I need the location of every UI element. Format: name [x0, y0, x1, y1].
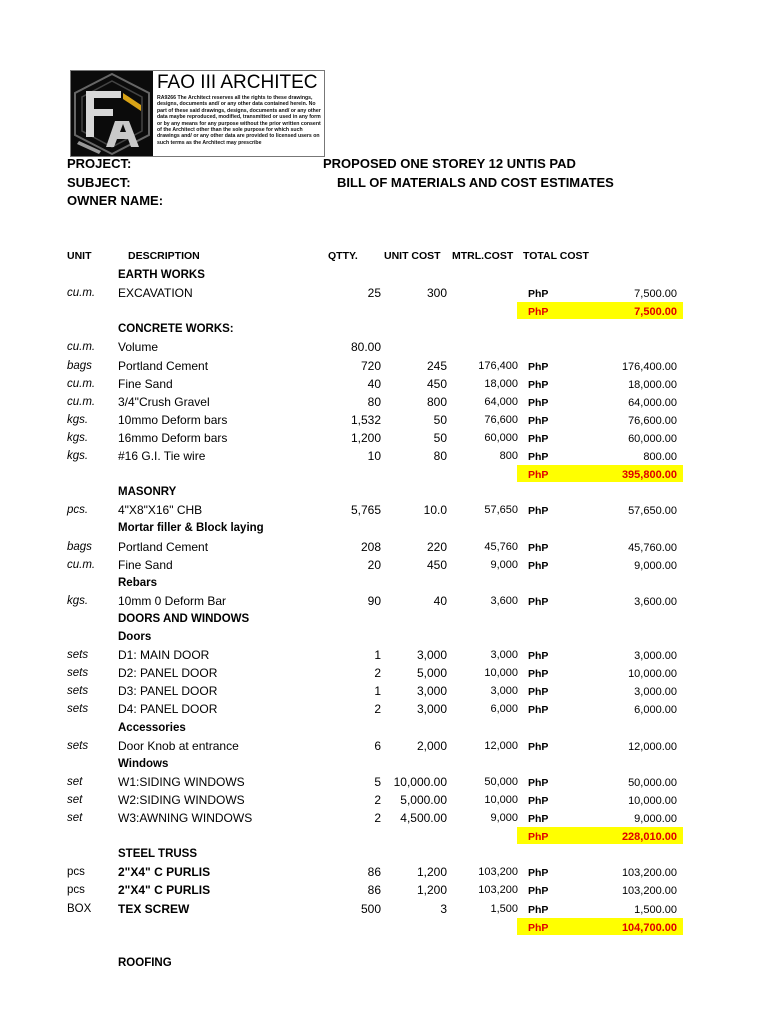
- unit-cost-cell: 10,000.00: [393, 774, 447, 789]
- subject-value: BILL OF MATERIALS AND COST ESTIMATES: [337, 175, 614, 190]
- description-cell: EXCAVATION: [118, 286, 193, 301]
- unit-cell: cu.m.: [67, 558, 96, 571]
- unit-cell: kgs.: [67, 413, 89, 426]
- subtotal-row: [0, 302, 768, 320]
- table-row: [0, 791, 768, 809]
- material-cost-cell: 9,000: [490, 812, 518, 824]
- unit-cell: cu.m.: [67, 341, 96, 354]
- qty-cell: 10: [367, 449, 381, 463]
- material-cost-cell: 45,760: [484, 540, 518, 553]
- description-cell: Portland Cement: [118, 358, 209, 373]
- currency-cell: PhP: [528, 776, 549, 789]
- qty-cell: 2: [374, 666, 381, 681]
- project-value: PROPOSED ONE STOREY 12 UNTIS PAD: [323, 156, 576, 171]
- qty-cell: 40: [367, 376, 381, 391]
- material-cost-cell: 18,000: [484, 377, 518, 390]
- total-cost-cell: 10,000.00: [628, 794, 677, 807]
- currency-cell: PhP: [528, 595, 549, 608]
- unit-cost-cell: 40: [433, 593, 447, 608]
- material-cost-cell: 60,000: [484, 431, 518, 444]
- unit-cost-cell: 10.0: [423, 503, 447, 518]
- total-cost-cell: 9,000.00: [634, 813, 677, 825]
- unit-cost-cell: 80: [433, 449, 447, 463]
- section-row: [0, 574, 768, 592]
- total-cost-cell: 18,000.00: [628, 378, 677, 391]
- subtotal-row: [0, 918, 768, 936]
- unit-cost-cell: 5,000.00: [400, 792, 447, 807]
- description-cell: 2"X4" C PURLIS: [118, 883, 211, 898]
- qty-cell: 25: [367, 286, 381, 301]
- total-cost-cell: 64,000.00: [628, 396, 677, 409]
- col-header-qty: QTTY.: [328, 250, 358, 262]
- unit-cost-cell: 220: [426, 539, 447, 554]
- currency-cell: PhP: [528, 505, 549, 518]
- currency-cell: PhP: [528, 794, 549, 807]
- material-cost-cell: 10,000: [484, 667, 518, 680]
- description-cell: 16mmo Deform bars: [118, 430, 228, 445]
- description-cell: 10mm 0 Deform Bar: [118, 593, 227, 608]
- subtotal-row: [0, 465, 768, 483]
- unit-cost-cell: 450: [426, 376, 447, 391]
- currency-cell: PhP: [528, 396, 549, 409]
- section-row: [0, 719, 768, 737]
- currency-cell: PhP: [528, 650, 549, 663]
- unit-cell: cu.m.: [67, 395, 96, 408]
- currency-cell: PhP: [528, 740, 549, 753]
- table-row: [0, 646, 768, 664]
- material-cost-cell: 6,000: [490, 703, 518, 716]
- material-cost-cell: 176,400: [478, 359, 518, 372]
- material-cost-cell: 103,200: [478, 866, 518, 879]
- table-row: [0, 664, 768, 682]
- unit-cell: set: [67, 793, 83, 806]
- currency-cell: PhP: [528, 559, 549, 572]
- material-cost-cell: 3,600: [490, 594, 518, 607]
- table-row: [0, 809, 768, 827]
- section-title: Rebars: [118, 576, 157, 589]
- table-row: [0, 393, 768, 411]
- qty-cell: 20: [367, 557, 381, 572]
- subtotal-amount: 395,800.00: [621, 469, 677, 482]
- section-row: [0, 628, 768, 646]
- total-cost-cell: 7,500.00: [634, 288, 677, 301]
- qty-cell: 208: [360, 539, 381, 554]
- qty-cell: 1: [374, 684, 381, 699]
- owner-name-label: OWNER NAME:: [67, 193, 164, 208]
- unit-cost-cell: 3,000: [416, 684, 447, 699]
- table-row: [0, 501, 768, 519]
- unit-cell: BOX: [67, 902, 92, 915]
- currency-cell: PhP: [528, 378, 549, 391]
- currency-cell: PhP: [528, 451, 549, 463]
- qty-cell: 1,532: [350, 412, 381, 427]
- project-label: PROJECT:: [67, 156, 132, 171]
- section-row: [0, 610, 768, 628]
- currency-cell: PhP: [528, 867, 549, 880]
- unit-cell: sets: [67, 649, 89, 662]
- section-row: [0, 519, 768, 537]
- col-header-unit-cost: UNIT COST: [384, 250, 441, 262]
- section-title: DOORS AND WINDOWS: [118, 612, 250, 625]
- currency-cell: PhP: [528, 903, 549, 916]
- qty-cell: 90: [367, 593, 381, 608]
- table-row: [0, 863, 768, 881]
- material-cost-cell: 76,600: [484, 413, 518, 426]
- section-title: MASONRY: [118, 486, 177, 499]
- currency-cell: PhP: [528, 360, 549, 373]
- section-title: Doors: [118, 631, 152, 643]
- total-cost-cell: 6,000.00: [634, 704, 677, 717]
- currency-cell: PhP: [528, 668, 549, 681]
- table-row: [0, 900, 768, 918]
- section-title: CONCRETE WORKS:: [118, 323, 234, 336]
- section-title: Mortar filler & Block laying: [118, 522, 264, 535]
- total-cost-cell: 3,000.00: [634, 686, 677, 699]
- unit-cost-cell: 3,000: [416, 702, 447, 717]
- description-cell: Fine Sand: [118, 376, 173, 391]
- subtotal-highlight: [517, 918, 683, 935]
- subtotal-row: [0, 827, 768, 845]
- unit-cost-cell: 50: [433, 430, 447, 445]
- currency-cell: PhP: [528, 541, 549, 554]
- fao-monogram-icon: [71, 71, 153, 156]
- section-title: Accessories: [118, 721, 186, 734]
- qty-cell: 5,765: [350, 503, 381, 518]
- subtotal-amount: 228,010.00: [621, 831, 677, 844]
- unit-cell: kgs.: [67, 450, 89, 462]
- currency-cell: PhP: [528, 414, 549, 427]
- description-cell: 10mmo Deform bars: [118, 412, 228, 427]
- unit-cell: kgs.: [67, 431, 89, 444]
- description-cell: Portland Cement: [118, 539, 209, 554]
- unit-cell: pcs.: [67, 504, 89, 517]
- qty-cell: 1: [374, 648, 381, 663]
- unit-cell: pcs: [67, 884, 85, 897]
- unit-cell: sets: [67, 685, 89, 698]
- qty-cell: 720: [360, 358, 381, 373]
- currency-cell: PhP: [528, 686, 549, 699]
- unit-cost-cell: 245: [426, 358, 447, 373]
- description-cell: D4: PANEL DOOR: [118, 702, 218, 717]
- total-cost-cell: 10,000.00: [628, 668, 677, 681]
- unit-cell: sets: [67, 703, 89, 716]
- table-row: [0, 592, 768, 610]
- qty-cell: 80.00: [350, 340, 381, 355]
- currency-cell: PhP: [528, 432, 549, 445]
- unit-cell: cu.m.: [67, 287, 96, 300]
- col-header-description: DESCRIPTION: [128, 250, 200, 262]
- unit-cell: bags: [67, 359, 92, 372]
- total-cost-cell: 3,000.00: [634, 650, 677, 663]
- table-row: [0, 338, 768, 356]
- section-title: ROOFING: [118, 956, 172, 969]
- total-cost-cell: 76,600.00: [628, 414, 677, 427]
- total-cost-cell: 57,650.00: [628, 505, 677, 518]
- subject-label: SUBJECT:: [67, 175, 131, 190]
- total-cost-cell: 3,600.00: [634, 595, 677, 608]
- qty-cell: 2: [374, 792, 381, 807]
- total-cost-cell: 1,500.00: [634, 903, 677, 916]
- col-header-mtrl-cost: MTRL.COST: [452, 250, 514, 262]
- table-row: [0, 700, 768, 718]
- material-cost-cell: 50,000: [484, 775, 518, 788]
- material-cost-cell: 103,200: [478, 884, 518, 897]
- total-cost-cell: 9,000.00: [634, 559, 677, 572]
- material-cost-cell: 3,000: [490, 649, 518, 662]
- currency-cell: PhP: [528, 885, 549, 898]
- unit-cost-cell: 3,000: [416, 648, 447, 663]
- description-cell: 2"X4" C PURLIS: [118, 865, 211, 880]
- col-header-total-cost: TOTAL COST: [523, 250, 589, 262]
- material-cost-cell: 12,000: [484, 739, 518, 752]
- total-cost-cell: 60,000.00: [628, 432, 677, 445]
- table-row: [0, 538, 768, 556]
- qty-cell: 500: [360, 901, 381, 916]
- table-row: [0, 429, 768, 447]
- description-cell: W3:AWNING WINDOWS: [118, 811, 253, 825]
- logo-title: FAO III ARCHITEC: [157, 72, 318, 93]
- total-cost-cell: 103,200.00: [621, 885, 677, 898]
- description-cell: Door Knob at entrance: [118, 738, 239, 753]
- section-row: [0, 266, 768, 284]
- unit-cost-cell: 1,200: [416, 865, 447, 880]
- table-row: [0, 682, 768, 700]
- subtotal-highlight: [517, 465, 683, 482]
- subtotal-amount: 7,500.00: [634, 306, 677, 319]
- description-cell: D3: PANEL DOOR: [118, 684, 218, 699]
- unit-cost-cell: 300: [426, 286, 447, 301]
- section-row: [0, 483, 768, 501]
- unit-cost-cell: 2,000: [416, 738, 447, 753]
- unit-cell: bags: [67, 540, 92, 553]
- unit-cost-cell: 3: [440, 901, 447, 916]
- spacer-row: [0, 936, 768, 954]
- table-row: [0, 773, 768, 791]
- section-title: Windows: [118, 757, 169, 770]
- description-cell: Volume: [118, 340, 159, 355]
- currency-cell: PhP: [528, 704, 549, 717]
- unit-cost-cell: 5,000: [416, 666, 447, 681]
- section-row: [0, 954, 768, 972]
- table-row: [0, 447, 768, 465]
- qty-cell: 1,200: [350, 430, 381, 445]
- qty-cell: 5: [374, 774, 381, 789]
- unit-cost-cell: 800: [426, 394, 447, 409]
- unit-cost-cell: 4,500.00: [400, 811, 447, 825]
- unit-cost-cell: 450: [426, 557, 447, 572]
- unit-cell: sets: [67, 667, 89, 680]
- section-title: EARTH WORKS: [118, 269, 205, 281]
- description-cell: 3/4"Crush Gravel: [118, 394, 210, 409]
- col-header-unit: UNIT: [67, 250, 92, 262]
- unit-cell: set: [67, 775, 83, 788]
- material-cost-cell: 9,000: [490, 558, 518, 571]
- total-cost-cell: 50,000.00: [628, 776, 677, 789]
- currency-cell: PhP: [528, 813, 549, 825]
- unit-cell: kgs.: [67, 594, 89, 607]
- total-cost-cell: 800.00: [643, 451, 677, 463]
- subtotal-currency: PhP: [528, 831, 549, 844]
- description-cell: W2:SIDING WINDOWS: [118, 792, 245, 807]
- section-title: STEEL TRUSS: [118, 848, 198, 861]
- unit-cost-cell: 1,200: [416, 883, 447, 898]
- total-cost-cell: 176,400.00: [621, 360, 677, 373]
- qty-cell: 6: [374, 738, 381, 753]
- table-row: [0, 375, 768, 393]
- copyright-notice: RA9266 The Architect reserves all the rights to these drawings, designs, documents and/ or any other data contained herein. No part of these said drawings, designs, documents and/ or any other data maybe reproduced, modified, transmitted or used in any form or by any means for any purpose without the prior written consent of the Architect other than the sole purpose for which such drawings and/ or any other data are provided to licensed users on such terms as the Architect may prescribe: [157, 95, 321, 146]
- qty-cell: 86: [367, 883, 381, 898]
- total-cost-cell: 103,200.00: [621, 867, 677, 880]
- section-row: [0, 755, 768, 773]
- section-row: [0, 845, 768, 863]
- total-cost-cell: 45,760.00: [628, 541, 677, 554]
- table-row: [0, 737, 768, 755]
- material-cost-cell: 10,000: [484, 793, 518, 806]
- qty-cell: 86: [367, 865, 381, 880]
- section-row: [0, 320, 768, 338]
- qty-cell: 2: [374, 811, 381, 825]
- table-row: [0, 881, 768, 899]
- subtotal-currency: PhP: [528, 921, 549, 934]
- description-cell: W1:SIDING WINDOWS: [118, 774, 245, 789]
- unit-cost-cell: 50: [433, 412, 447, 427]
- description-cell: D2: PANEL DOOR: [118, 666, 218, 681]
- qty-cell: 2: [374, 702, 381, 717]
- description-cell: 4"X8"X16" CHB: [118, 503, 203, 518]
- table-row: [0, 357, 768, 375]
- subtotal-highlight: [517, 302, 683, 319]
- material-cost-cell: 3,000: [490, 685, 518, 698]
- unit-cell: set: [67, 812, 83, 824]
- qty-cell: 80: [367, 394, 381, 409]
- table-row: [0, 556, 768, 574]
- unit-cell: cu.m.: [67, 377, 96, 390]
- unit-cell: pcs: [67, 866, 85, 879]
- description-cell: #16 G.I. Tie wire: [118, 449, 206, 463]
- material-cost-cell: 1,500: [490, 902, 518, 915]
- description-cell: TEX SCREW: [118, 901, 190, 916]
- table-row: [0, 411, 768, 429]
- description-cell: Fine Sand: [118, 557, 173, 572]
- material-cost-cell: 57,650: [484, 504, 518, 517]
- subtotal-currency: PhP: [528, 306, 549, 319]
- subtotal-highlight: [517, 827, 683, 844]
- subtotal-currency: PhP: [528, 469, 549, 482]
- unit-cell: sets: [67, 739, 89, 752]
- total-cost-cell: 12,000.00: [628, 740, 677, 753]
- table-row: [0, 284, 768, 302]
- subtotal-amount: 104,700.00: [621, 921, 677, 934]
- material-cost-cell: 800: [499, 450, 518, 462]
- architect-logo: [70, 70, 325, 157]
- currency-cell: PhP: [528, 288, 549, 301]
- description-cell: D1: MAIN DOOR: [118, 648, 210, 663]
- material-cost-cell: 64,000: [484, 395, 518, 408]
